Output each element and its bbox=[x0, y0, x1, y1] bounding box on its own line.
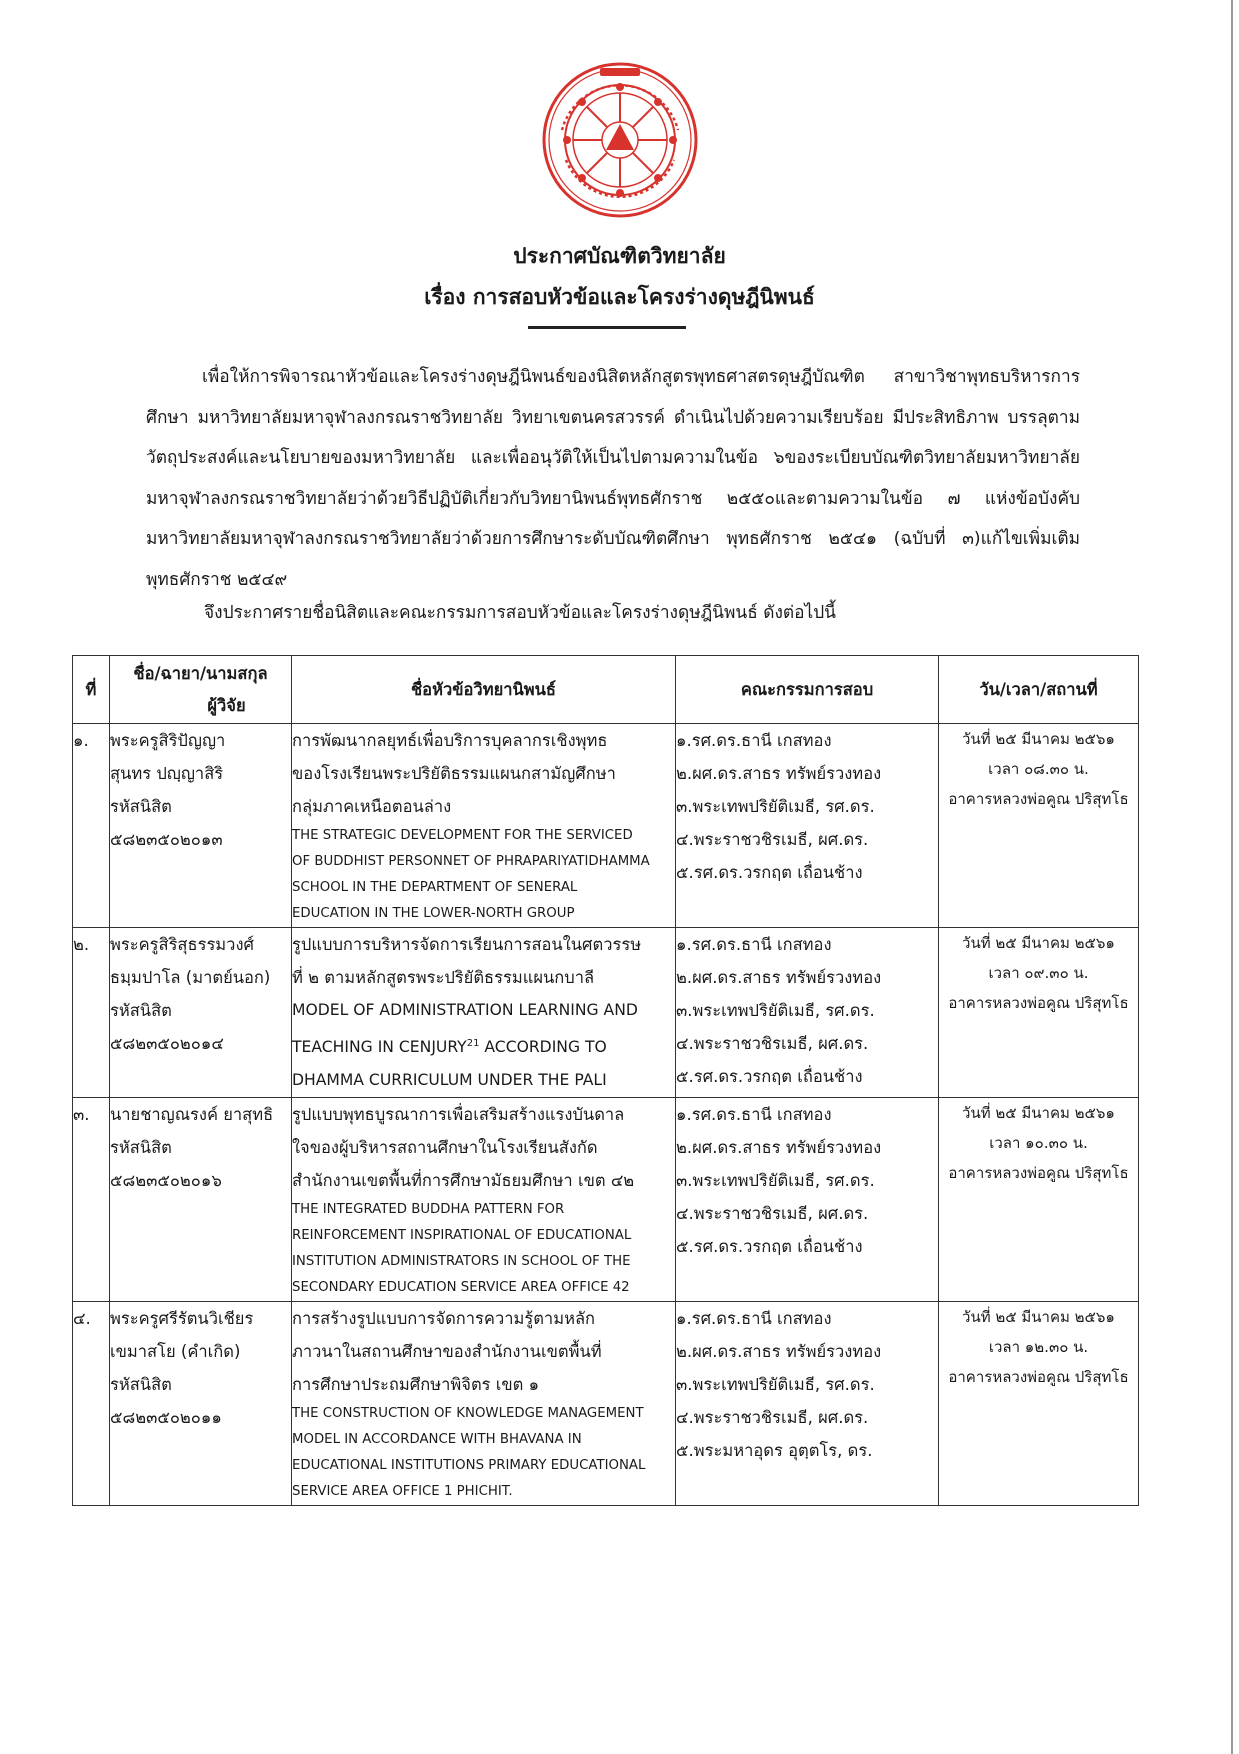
table-row bbox=[73, 928, 1139, 1098]
header-researcher-line1: ชื่อ/ฉายา/นามสกุล bbox=[133, 663, 268, 683]
table-row bbox=[73, 724, 1139, 928]
exam-place: อาคารหลวงพ่อคูณ ปริสุทโธ bbox=[948, 1368, 1129, 1387]
topic-english-part: TEACHING IN CENJURY bbox=[292, 1038, 467, 1057]
announcement-subject: เรื่อง การสอบหัวข้อและโครงร่างดุษฎีนิพนธ์ bbox=[424, 285, 815, 309]
header-researcher bbox=[110, 656, 292, 724]
researcher-line: ๕๘๒๓๕๐๒๐๑๑ bbox=[110, 1408, 222, 1428]
datetime-cell bbox=[939, 1098, 1139, 1302]
topic-thai-line: ที่ ๒ ตามหลักสูตรพระปริยัติธรรมแผนกบาลี bbox=[292, 968, 595, 987]
header-committee: คณะกรรมการสอบ bbox=[676, 656, 939, 724]
topic-english-line: EDUCATION IN THE LOWER-NORTH GROUP bbox=[292, 906, 575, 921]
committee-member: ๕.พระมหาอุดร อุตฺตโร, ดร. bbox=[676, 1441, 873, 1461]
topic-thai-line: รูปแบบพุทธบูรณาการเพื่อเสริมสร้างแรงบันดาล bbox=[292, 1105, 625, 1125]
committee-member: ๔.พระราชวชิรเมธี, ผศ.ดร. bbox=[676, 1408, 869, 1428]
topic-thai-line: สำนักงานเขตพื้นที่การศึกษามัธยมศึกษา เขต ๔๒ bbox=[292, 1171, 635, 1191]
researcher-line: สุนทร ปญฺญาสิริ bbox=[110, 764, 224, 783]
topic-thai-line: การสร้างรูปแบบการจัดการความรู้ตามหลัก bbox=[292, 1309, 596, 1329]
researcher-line: นายชาญณรงค์ ยาสุทธิ bbox=[110, 1105, 274, 1125]
topic-cell bbox=[292, 724, 676, 928]
committee-member: ๑.รศ.ดร.ธานี เกสทอง bbox=[676, 1105, 832, 1125]
committee-member: ๓.พระเทพปริยัติเมธี, รศ.ดร. bbox=[676, 1001, 875, 1020]
committee-member: ๓.พระเทพปริยัติเมธี, รศ.ดร. bbox=[676, 1171, 875, 1191]
committee-member: ๔.พระราชวชิรเมธี, ผศ.ดร. bbox=[676, 1034, 869, 1053]
row-number: ๓. bbox=[73, 1098, 110, 1302]
topic-english-line: SCHOOL IN THE DEPARTMENT OF SENERAL bbox=[292, 880, 578, 895]
topic-english-line: SECONDARY EDUCATION SERVICE AREA OFFICE 42 bbox=[292, 1280, 630, 1296]
committee-member: ๑.รศ.ดร.ธานี เกสทอง bbox=[676, 1309, 832, 1329]
header-no: ที่ bbox=[73, 656, 110, 724]
exam-date: วันที่ ๒๕ มีนาคม ๒๕๖๑ bbox=[962, 934, 1115, 952]
researcher-line: รหัสนิสิต bbox=[110, 1001, 172, 1020]
committee-member: ๒.ผศ.ดร.สาธร ทรัพย์รวงทอง bbox=[676, 968, 882, 987]
row-number: ๔. bbox=[73, 1302, 110, 1506]
researcher-cell bbox=[110, 1098, 292, 1302]
table-header-row bbox=[73, 656, 1139, 724]
committee-member: ๑.รศ.ดร.ธานี เกสทอง bbox=[676, 935, 832, 954]
exam-time: เวลา ๐๙.๓๐ น. bbox=[988, 964, 1089, 982]
committee-cell bbox=[676, 724, 939, 928]
exam-place: อาคารหลวงพ่อคูณ ปริสุทโธ bbox=[948, 994, 1129, 1012]
datetime-cell bbox=[939, 1302, 1139, 1506]
committee-member: ๒.ผศ.ดร.สาธร ทรัพย์รวงทอง bbox=[676, 764, 882, 783]
header-researcher-line2: ผู้วิจัย bbox=[207, 695, 246, 715]
exam-place: อาคารหลวงพ่อคูณ ปริสุทโธ bbox=[948, 1164, 1129, 1183]
researcher-line: พระครูสิริปัญญา bbox=[110, 731, 226, 750]
committee-member: ๒.ผศ.ดร.สาธร ทรัพย์รวงทอง bbox=[676, 1342, 882, 1362]
exam-place: อาคารหลวงพ่อคูณ ปริสุทโธ bbox=[948, 790, 1129, 808]
committee-member: ๔.พระราชวชิรเมธี, ผศ.ดร. bbox=[676, 830, 869, 849]
topic-english-line: THE CONSTRUCTION OF KNOWLEDGE MANAGEMENT bbox=[292, 1406, 644, 1422]
table-row bbox=[73, 1302, 1139, 1506]
datetime-cell bbox=[939, 724, 1139, 928]
topic-thai-line: ภาวนาในสถานศึกษาของสำนักงานเขตพื้นที่ bbox=[292, 1342, 602, 1362]
exam-date: วันที่ ๒๕ มีนาคม ๒๕๖๑ bbox=[962, 1104, 1115, 1123]
committee-cell bbox=[676, 928, 939, 1098]
topic-english-line: MODEL IN ACCORDANCE WITH BHAVANA IN bbox=[292, 1432, 582, 1448]
committee-cell bbox=[676, 1098, 939, 1302]
committee-member: ๑.รศ.ดร.ธานี เกสทอง bbox=[676, 731, 832, 750]
committee-member: ๓.พระเทพปริยัติเมธี, รศ.ดร. bbox=[676, 1375, 875, 1395]
researcher-cell bbox=[110, 1302, 292, 1506]
topic-thai-line: การศึกษาประถมศึกษาพิจิตร เขต ๑ bbox=[292, 1375, 540, 1395]
topic-cell bbox=[292, 1302, 676, 1506]
topic-cell bbox=[292, 928, 676, 1098]
researcher-line: ๕๘๒๓๕๐๒๐๑๖ bbox=[110, 1171, 222, 1191]
topic-english-part: ACCORDING TO bbox=[484, 1038, 607, 1057]
topic-thai-line: การพัฒนากลยุทธ์เพื่อบริการบุคลากรเชิงพุทธ bbox=[292, 731, 608, 750]
researcher-cell bbox=[110, 928, 292, 1098]
researcher-line: รหัสนิสิต bbox=[110, 1138, 172, 1158]
committee-member: ๕.รศ.ดร.วรกฤต เถื่อนช้าง bbox=[676, 863, 863, 882]
committee-cell bbox=[676, 1302, 939, 1506]
researcher-line: ธมฺมปาโล (มาตย์นอก) bbox=[110, 968, 271, 987]
topic-english-line: SERVICE AREA OFFICE 1 PHICHIT. bbox=[292, 1484, 513, 1500]
exam-date: วันที่ ๒๕ มีนาคม ๒๕๖๑ bbox=[962, 1308, 1115, 1327]
datetime-cell bbox=[939, 928, 1139, 1098]
row-number: ๑. bbox=[73, 724, 110, 928]
researcher-line: พระครูศรีรัตนวิเชียร bbox=[110, 1309, 254, 1329]
announcement-title: ประกาศบัณฑิตวิทยาลัย bbox=[513, 244, 726, 268]
header-topic: ชื่อหัวข้อวิทยานิพนธ์ bbox=[292, 656, 676, 724]
committee-member: ๔.พระราชวชิรเมธี, ผศ.ดร. bbox=[676, 1204, 869, 1224]
topic-thai-line: ใจของผู้บริหารสถานศึกษาในโรงเรียนสังกัด bbox=[292, 1138, 598, 1158]
closing-line: จึงประกาศรายชื่อนิสิตและคณะกรรมการสอบหัวข้อและโครงร่างดุษฎีนิพนธ์ ดังต่อไปนี้ bbox=[204, 603, 836, 623]
researcher-line: พระครูสิริสุธรรมวงศ์ bbox=[110, 935, 254, 954]
exam-date: วันที่ ๒๕ มีนาคม ๒๕๖๑ bbox=[962, 730, 1115, 748]
topic-english-line: THE STRATEGIC DEVELOPMENT FOR THE SERVICED bbox=[292, 828, 633, 843]
table-row bbox=[73, 1098, 1139, 1302]
university-seal bbox=[540, 60, 700, 220]
researcher-line: รหัสนิสิต bbox=[110, 797, 172, 816]
researcher-cell bbox=[110, 724, 292, 928]
exam-time: เวลา ๑๐.๓๐ น. bbox=[989, 1134, 1088, 1153]
researcher-line: รหัสนิสิต bbox=[110, 1375, 172, 1395]
topic-thai-line: รูปแบบการบริหารจัดการเรียนการสอนในศตวรรษ bbox=[292, 935, 642, 954]
topic-english-line: THE INTEGRATED BUDDHA PATTERN FOR bbox=[292, 1202, 565, 1218]
topic-thai-line: กลุ่มภาคเหนือตอนล่าง bbox=[292, 797, 452, 816]
topic-english-line: REINFORCEMENT INSPIRATIONAL OF EDUCATIONAL bbox=[292, 1228, 632, 1244]
topic-superscript: 21 bbox=[466, 1038, 480, 1049]
topic-english-line: INSTITUTION ADMINISTRATORS IN SCHOOL OF THE bbox=[292, 1254, 631, 1270]
exam-time: เวลา ๐๘.๓๐ น. bbox=[988, 760, 1089, 778]
topic-english-line: DHAMMA CURRICULUM UNDER THE PALI bbox=[292, 1071, 607, 1090]
topic-thai-line: ของโรงเรียนพระปริยัติธรรมแผนกสามัญศึกษา bbox=[292, 764, 616, 783]
researcher-line: เขมาสโย (คำเกิด) bbox=[110, 1342, 241, 1362]
researcher-line: ๕๘๒๓๕๐๒๐๑๔ bbox=[110, 1034, 224, 1053]
title-underline bbox=[528, 326, 686, 329]
exam-time: เวลา ๑๒.๓๐ น. bbox=[988, 1338, 1089, 1357]
topic-english-line: MODEL OF ADMINISTRATION LEARNING AND bbox=[292, 1001, 638, 1019]
topic-english-line bbox=[292, 1027, 675, 1064]
topic-english-line: OF BUDDHIST PERSONNET OF PHRAPARIYATIDHAMMA bbox=[292, 854, 650, 869]
committee-member: ๓.พระเทพปริยัติเมธี, รศ.ดร. bbox=[676, 797, 875, 816]
header-datetime: วัน/เวลา/สถานที่ bbox=[939, 656, 1139, 724]
committee-member: ๒.ผศ.ดร.สาธร ทรัพย์รวงทอง bbox=[676, 1138, 882, 1158]
committee-member: ๕.รศ.ดร.วรกฤต เถื่อนช้าง bbox=[676, 1237, 863, 1257]
committee-member: ๕.รศ.ดร.วรกฤต เถื่อนช้าง bbox=[676, 1067, 863, 1086]
topic-english-line: EDUCATIONAL INSTITUTIONS PRIMARY EDUCATIONAL bbox=[292, 1458, 646, 1474]
topic-cell bbox=[292, 1098, 676, 1302]
exam-schedule-table bbox=[72, 655, 1139, 1506]
body-paragraph: เพื่อให้การพิจารณาหัวข้อและโครงร่างดุษฎีนิพนธ์ของนิสิตหลักสูตรพุทธศาสตรดุษฎีบัณฑิต สาขาวิชาพุทธบริหารการศึกษา มหาวิทยาลัยมหาจุฬาลงกรณราชวิทยาลัย วิทยาเขตนครสวรรค์ ดำเนินไปด้วยความเรียบร้อย มีประสิทธิภาพ บรรลุตามวัตถุประสงค์และนโยบายของมหาวิทยาลัย และเพื่ออนุวัติให้เป็นไปตามความในข้อ ๖ของระเบียบบัณฑิตวิทยาลัยมหาวิทยาลัยมหาจุฬาลงกรณราชวิทยาลัยว่าด้วยวิธีปฏิบัติเกี่ยวกับวิทยานิพนธ์พุทธศักราช ๒๕๕๐และตามความในข้อ ๗ แห่งข้อบังคับมหาวิทยาลัยมหาจุฬาลงกรณราชวิทยาลัยว่าด้วยการศึกษาระดับบัณฑิตศึกษา พุทธศักราช ๒๕๔๑ (ฉบับที่ ๓)แก้ไขเพิ่มเติม พุทธศักราช ๒๕๔๙ bbox=[146, 367, 1080, 590]
row-number: ๒. bbox=[73, 928, 110, 1098]
researcher-line: ๕๘๒๓๕๐๒๐๑๓ bbox=[110, 830, 223, 849]
